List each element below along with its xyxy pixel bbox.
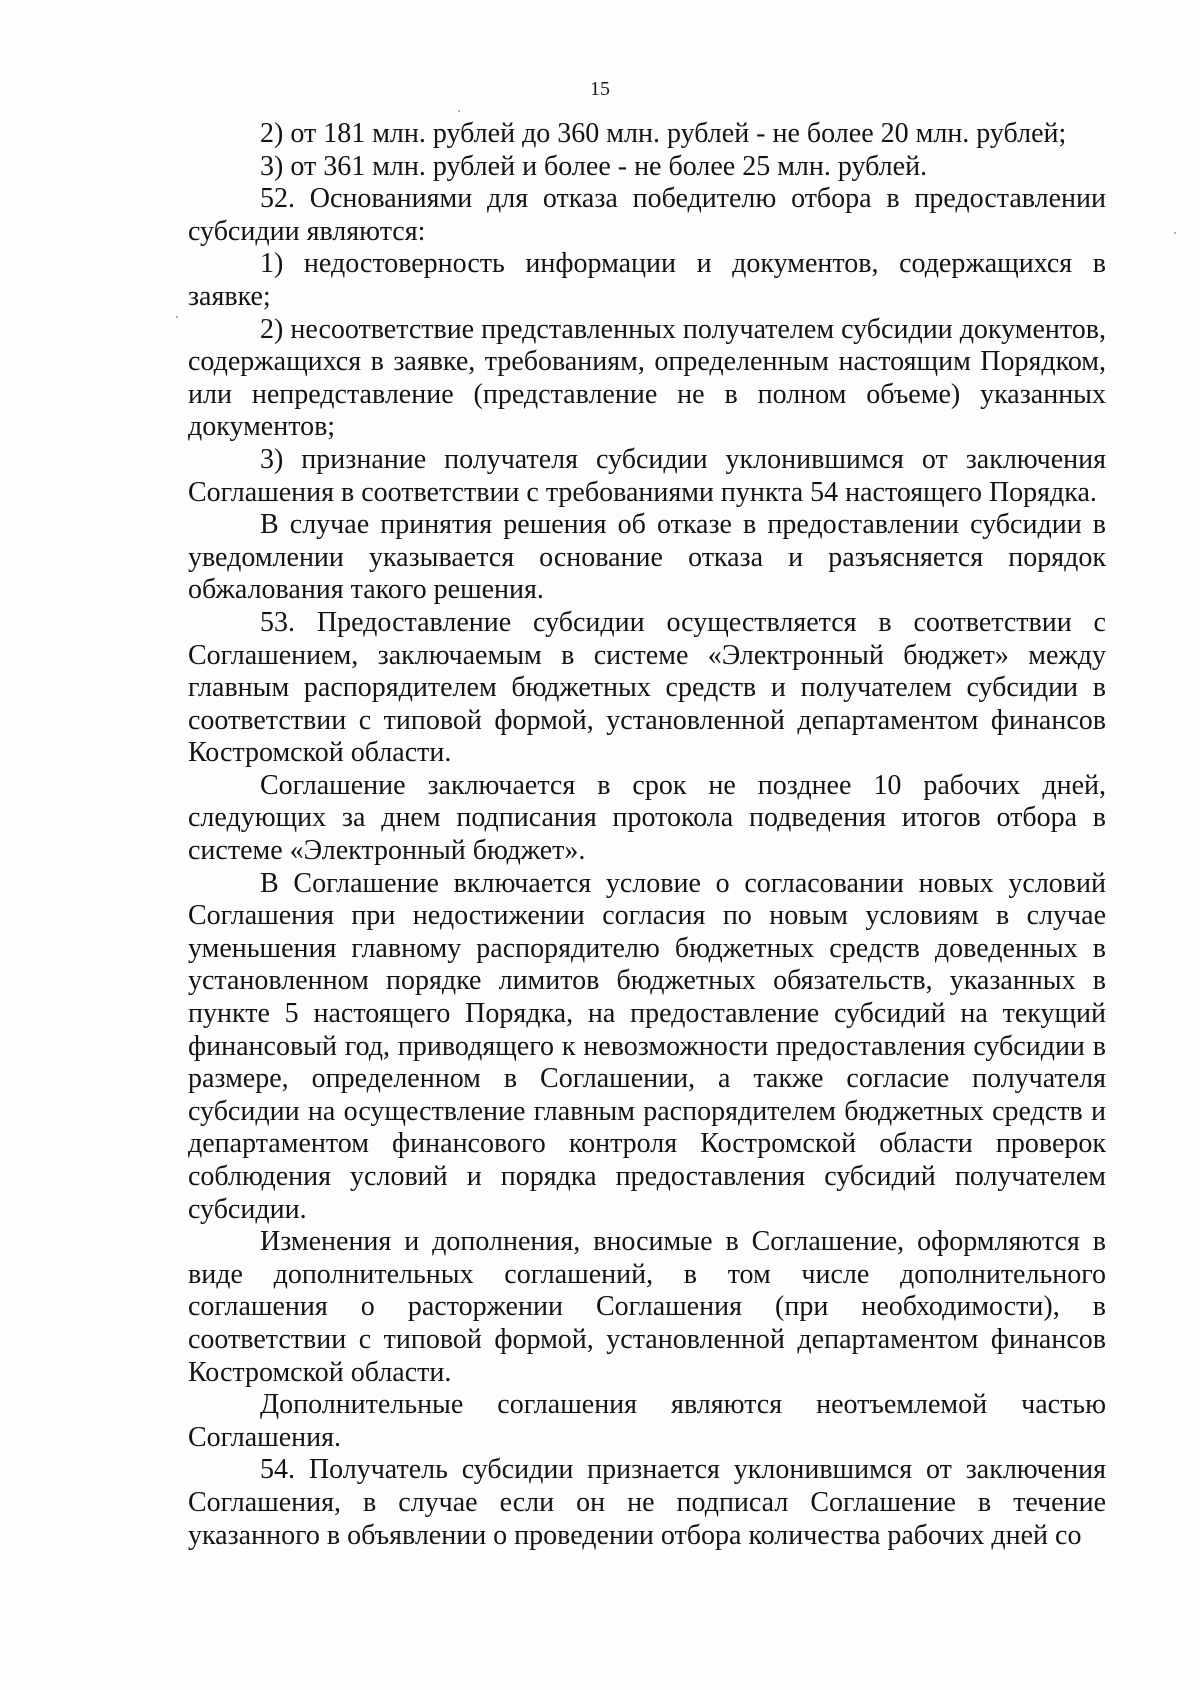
paragraph-53: 53. Предоставление субсидии осуществляется в соответствии с Соглашением, заключаемым в системе «Электронный бюджет» между главным распорядителем бюджетных средств и получателем субсидии в соответствии с типовой формой, установленной департаментом финансов Костромской области. [188,606,1106,769]
paragraph-agreement-conditions: В Соглашение включается условие о согласовании новых условий Соглашения при недостижении согласия по новым условиям в случае уменьшения главному распорядителю бюджетных средств доведенных в установленном порядке лимитов бюджетных обязательств, указанных в пункте 5 настоящего Порядка, на предоставление субсидий на текущий финансовый год, приводящего к невозможности предоставления субсидии в размере, определенном в Соглашении, а также согласие получателя субсидии на осуществление главным распорядителем бюджетных средств и департаментом финансового контроля Костромской области проверок соблюдения условий и порядка предоставления субсидий получателем субсидии. [188,867,1106,1225]
paragraph-additional-agreements: Дополнительные соглашения являются неотъемлемой частью Соглашения. [188,1389,1106,1453]
paragraph-item-2-range: 2) от 181 млн. рублей до 360 млн. рублей - не более 20 млн. рублей; [260,118,1067,149]
paragraph-agreement-term: Соглашение заключается в срок не позднее 10 рабочих дней, следующих за днем подписания протокола подведения итогов отбора в системе «Электронный бюджет». [188,769,1106,867]
paragraph-refusal-notice: В случае принятия решения об отказе в предоставлении субсидии в уведомлении указывается основание отказа и разъясняется порядок обжалования такого решения. [188,509,1106,606]
scan-speck [458,110,460,112]
paragraph-52-item-2: 2) несоответствие представленных получателем субсидии документов, содержащихся в заявке, требованиям, определенным настоящим Порядком, или непредставление (представление не в полном объеме) указанных документов; [188,313,1106,443]
page-number: 15 [590,78,610,100]
paragraph-amendments: Изменения и дополнения, вносимые в Соглашение, оформляются в виде дополнительных соглашений, в том числе дополнительного соглашения о расторжении Соглашения (при необходимости), в соответствии с типовой формой, установленной департаментом финансов Костромской области. [188,1226,1106,1388]
scan-speck [176,316,178,318]
document-body [188,118,1106,1552]
scan-speck [1174,232,1176,234]
paragraph-item-3-range: 3) от 361 млн. рублей и более - не более 25 млн. рублей. [260,150,928,182]
paragraph-52-item-3: 3) признание получателя субсидии уклонившимся от заключения Соглашения в соответствии с требованиями пункта 54 настоящего Порядка. [188,443,1106,508]
paragraph-54: 54. Получатель субсидии признается уклонившимся от заключения Соглашения, в случае если он не подписал Соглашение в течение указанного в объявлении о проведении отбора количества рабочих дней со [188,1454,1106,1551]
paragraph-52: 52. Основаниями для отказа победителю отбора в предоставлении субсидии являются: [188,183,1106,247]
paragraph-52-item-1: 1) недостоверность информации и документов, содержащихся в заявке; [188,248,1106,312]
